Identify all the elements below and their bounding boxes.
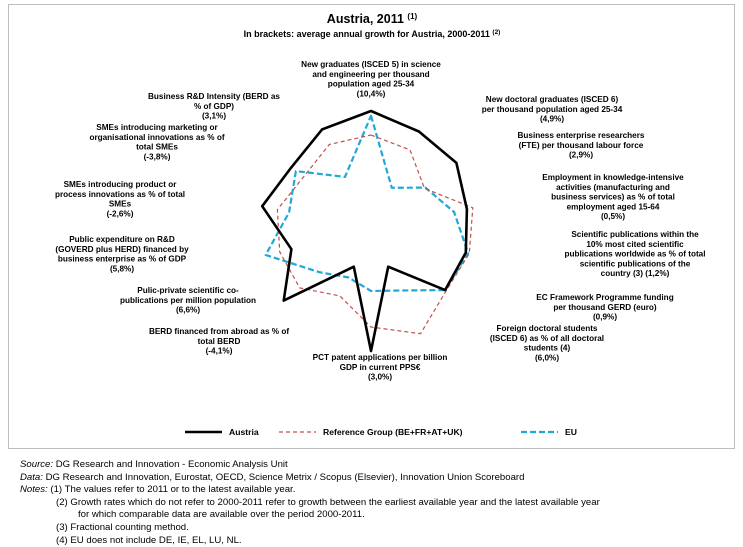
- axis-label-1: New graduates (ISCED 5) in science: [301, 60, 441, 69]
- axis-label-5: scientific publications of the: [579, 259, 691, 269]
- axis-label-12: SMEs introducing product or: [63, 180, 177, 189]
- axis-growth-9: (-4,1%): [205, 346, 233, 356]
- axis-label-1: and engineering per thousand: [312, 69, 430, 79]
- axis-label-13: SMEs introducing marketing or: [96, 123, 218, 132]
- axis-label-5: publications worldwide as % of total: [564, 249, 706, 259]
- chart-title: Austria, 2011 $^{(1)}$: [326, 12, 418, 26]
- axis-label-4: employment aged 15-64: [566, 202, 660, 212]
- axis-label-10: Pulic-private scientific co-: [137, 286, 239, 295]
- axis-label-9: total BERD: [197, 336, 241, 346]
- note-2-continued: for which comparable data are available over the period 2000-2011.: [78, 509, 365, 521]
- axis-label-10: publications per million population: [119, 295, 257, 305]
- axis-label-2: per thousand population aged 25-34: [481, 104, 623, 114]
- axis-label-13: total SMEs: [136, 142, 178, 152]
- note-1: Notes: (1) The values refer to 2011 or to the latest available year.: [20, 484, 296, 496]
- axis-growth-5: country (3) (1,2%): [600, 269, 670, 279]
- note-2: (2) Growth rates which do not refer to 2000-2011 refer to growth between the earliest available year and the latest available year: [56, 496, 600, 508]
- axis-growth-10: (6,6%): [175, 305, 201, 315]
- axis-growth-13: (-3,8%): [143, 152, 171, 162]
- axis-label-1: population aged 25-34: [327, 79, 415, 89]
- axis-label-6: EC Framework Programme funding: [536, 293, 674, 302]
- axis-label-8: PCT patent applications per billion: [312, 353, 448, 362]
- axis-label-2: New doctoral graduates (ISCED 6): [485, 95, 619, 104]
- axis-label-12: SMEs: [108, 199, 132, 209]
- chart-subtitle: In brackets: average annual growth for Austria, 2000-2011 $^{(2)}$: [243, 29, 501, 39]
- series-line-austria: [262, 111, 467, 351]
- axis-label-5: Scientific publications within the: [571, 230, 699, 239]
- axis-label-4: activities (manufacturing and: [556, 182, 670, 192]
- note-4: (4) EU does not include DE, IE, EL, LU, NL.: [56, 534, 242, 546]
- axis-label-4: business services) as % of total: [551, 192, 675, 202]
- axis-label-8: GDP in current PPS€: [339, 362, 421, 372]
- axis-growth-1: (10,4%): [356, 89, 386, 99]
- axis-label-11: Public expenditure on R&D: [69, 235, 175, 244]
- axis-growth-8: (3,0%): [367, 372, 393, 382]
- axis-label-13: organisational innovations as % of: [89, 132, 225, 142]
- chart-frame: [8, 4, 735, 449]
- chart-title-note: (1): [407, 12, 418, 21]
- series-line-eu: [266, 116, 468, 291]
- axis-label-6: per thousand GERD (euro): [553, 302, 657, 312]
- legend-label-2: Reference Group (BE+FR+AT+UK): [323, 427, 463, 437]
- axis-label-7: students (4): [523, 343, 571, 353]
- data-line: Data: DG Research and Innovation, Eurostat, OECD, Science Metrix / Scopus (Elsevier), Innovation Union Scoreboard: [20, 471, 525, 483]
- series-line-reference-group-be-fr-at-uk: [277, 135, 472, 334]
- axis-label-5: 10% most cited scientific: [586, 239, 684, 249]
- legend-label-3: EU: [565, 427, 577, 437]
- legend-label-1: Austria: [229, 427, 259, 437]
- axis-growth-6: (0,9%): [592, 312, 618, 322]
- axis-label-3: (FTE) per thousand labour force: [518, 140, 644, 150]
- axis-growth-7: (6,0%): [534, 353, 560, 363]
- footnotes: [20, 459, 735, 547]
- radar-chart: [9, 5, 736, 450]
- axis-growth-4: (0,5%): [600, 212, 626, 222]
- axis-growth-14: (3,1%): [201, 111, 227, 121]
- axis-label-11: (GOVERD plus HERD) financed by: [55, 244, 189, 254]
- chart-subtitle-note: (2): [492, 29, 501, 36]
- axis-growth-12: (-2,6%): [106, 209, 134, 219]
- source-line: Source: DG Research and Innovation - Economic Analysis Unit: [20, 459, 288, 470]
- axis-label-7: (ISCED 6) as % of all doctoral: [489, 333, 605, 343]
- axis-label-14: % of GDP): [193, 101, 235, 111]
- axis-growth-3: (2,9%): [568, 150, 594, 160]
- axis-label-9: BERD financed from abroad as % of: [148, 327, 290, 336]
- axis-growth-2: (4,9%): [539, 114, 565, 124]
- axis-label-4: Employment in knowledge-intensive: [542, 173, 684, 182]
- note-3: (3) Fractional counting method.: [56, 521, 189, 533]
- axis-label-11: business enterprise as % of GDP: [57, 254, 187, 264]
- axis-label-7: Foreign doctoral students: [496, 324, 598, 333]
- axis-label-12: process innovations as % of total: [54, 189, 186, 199]
- axis-label-14: Business R&D Intensity (BERD as: [148, 92, 280, 101]
- axis-growth-11: (5,8%): [109, 264, 135, 274]
- axis-label-3: Business enterprise researchers: [517, 131, 645, 140]
